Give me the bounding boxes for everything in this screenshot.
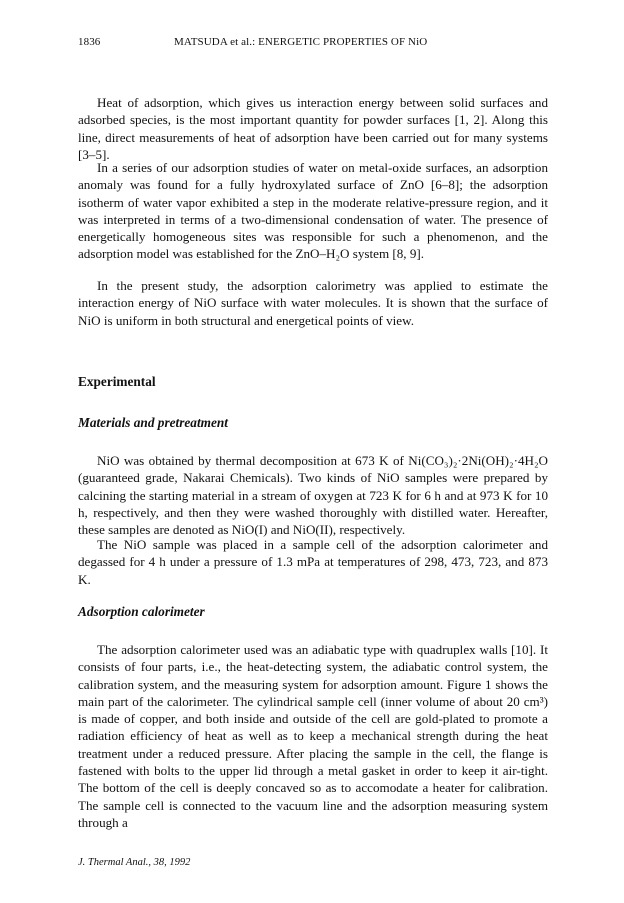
journal-citation: J. Thermal Anal., 38, 1992: [78, 857, 191, 868]
intro-paragraph-3: In the present study, the adsorption calorimetry was applied to estimate the interaction energy of NiO surface with water molecules. It is shown that the surface of NiO is uniform in both structural and energetical points of view.: [78, 278, 548, 328]
subheading-calorimeter: Adsorption calorimeter: [78, 604, 205, 619]
subheading-materials: Materials and pretreatment: [78, 415, 228, 430]
materials-paragraph-1: NiO was obtained by thermal decomposition at 673 K of Ni(CO₃)₂·2Ni(OH)₂·4H₂O (guaranteed grade, Nakarai Chemicals). Two kinds of NiO samples were prepared by calcining the starting material in a stream of oxygen at 723 K for 6 h and at 973 K for 10 h, respectively, and then they were washed thoroughly with distilled water. Hereafter, these samples are denoted as NiO(I) and NiO(II), respectively.: [78, 453, 548, 538]
intro-paragraph-2: In a series of our adsorption studies of water on metal-oxide surfaces, an adsorption anomaly was found for a fully hydroxylated surface of ZnO [6–8]; the adsorption isotherm of water vapor exhibited a step in the moderate relative-pressure region, and it was interpreted in terms of a two-dimensional condensation of water. The presence of energetically homogeneous sites was responsible for such a phenomenon, and the adsorption model was established for the ZnO–H₂O system [8, 9].: [78, 160, 548, 262]
calorimeter-paragraph-1: The adsorption calorimeter used was an adiabatic type with quadruplex walls [10]. It consists of four parts, i.e., the heat-detecting system, the adiabatic control system, the calibration system, and the measuring system for adsorption amount. Figure 1 shows the main part of the calorimeter. The cylindrical sample cell (inner volume of about 20 cm³) is made of copper, and both inside and outside of the cell are gold-plated to promote a radiation efficiency of heat as well as to keep a mechanical strength during the heat treatment under a reduced pressure. After placing the sample in the cell, the flange is fastened with bolts to the upper lid through a metal gasket in order to keep it air-tight. The bottom of the cell is deeply concaved so as to accomodate a heater for calibration. The sample cell is connected to the vacuum line and the adsorption measuring system through a: [78, 642, 548, 830]
materials-paragraph-2: The NiO sample was placed in a sample cell of the adsorption calorimeter and degassed for 4 h under a pressure of 1.3 mPa at temperatures of 298, 473, 723, and 873 K.: [78, 537, 548, 587]
intro-paragraph-1: Heat of adsorption, which gives us interaction energy between solid surfaces and adsorbed species, is the most important quantity for powder surfaces [1, 2]. Along this line, direct measurements of heat of adsorption have been carried out for many systems [3–5].: [78, 95, 548, 162]
page-number: 1836: [78, 36, 101, 48]
section-heading-experimental: Experimental: [78, 374, 156, 389]
running-title: MATSUDA et al.: ENERGETIC PROPERTIES OF NiO: [174, 36, 428, 48]
